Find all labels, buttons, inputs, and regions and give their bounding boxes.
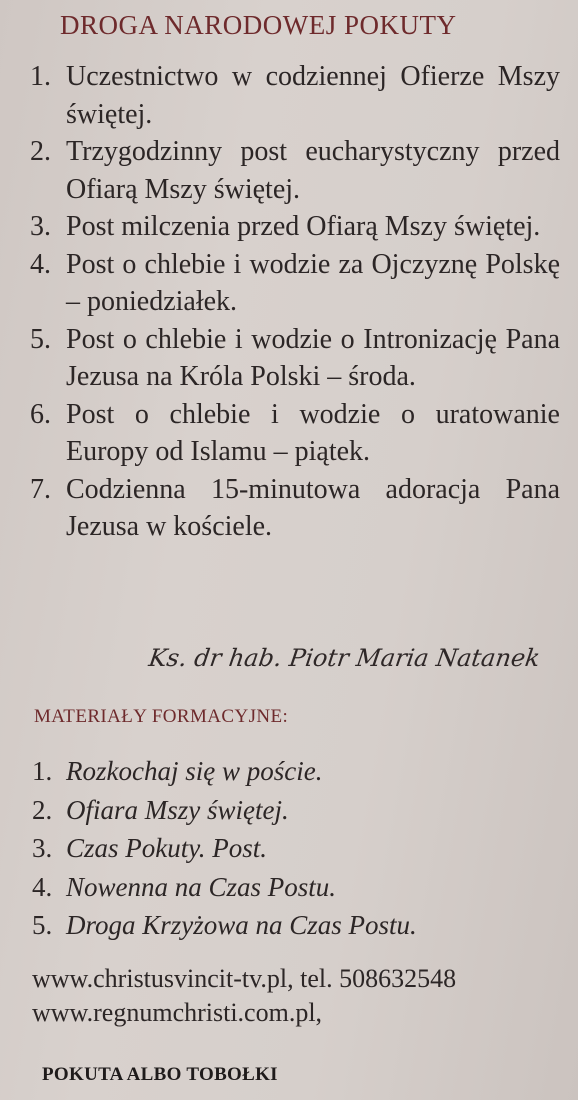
item-text: Trzygodzinny post eucharystyczny przed Ofiarą Mszy świętej.	[66, 136, 560, 205]
contact-line-website-tel: www.christusvincit-tv.pl, tel. 508632548	[32, 964, 457, 993]
item-number: 4.	[30, 248, 51, 280]
item-text: Post o chlebie i wodzie o Intronizację Pana Jezusa na Króla Polski – środa.	[66, 323, 560, 392]
list-item	[30, 58, 560, 133]
item-number: 1.	[30, 61, 51, 92]
author-signature: Ks. dr hab. Piotr Maria Natanek	[147, 644, 542, 672]
list-item	[30, 321, 560, 396]
item-text: Nowenna na Czas Postu.	[66, 871, 337, 902]
item-number: 2.	[30, 136, 51, 167]
item-text: Droga Krzyżowa na Czas Postu.	[66, 910, 417, 940]
item-text: Ofiara Mszy świętej.	[66, 794, 289, 825]
item-text: Uczestnictwo w codziennej Ofierze Mszy świętej.	[66, 61, 560, 130]
item-text: Rozkochaj się w poście.	[66, 756, 323, 786]
list-item	[30, 471, 560, 546]
item-number: 3.	[30, 211, 51, 242]
list-item	[30, 396, 560, 471]
item-number: 7.	[30, 473, 51, 505]
item-text: Post o chlebie i wodzie o uratowanie Europy od Islamu – piątek.	[66, 398, 560, 467]
contact-info	[32, 962, 456, 1030]
footer-title: POKUTA ALBO TOBOŁKI	[42, 1064, 278, 1085]
item-number: 6.	[30, 398, 51, 430]
item-number: 3.	[32, 833, 53, 863]
item-text: Czas Pokuty. Post.	[66, 833, 267, 863]
list-item	[32, 791, 552, 830]
item-text: Post milczenia przed Ofiarą Mszy świętej.	[66, 211, 541, 242]
list-item	[32, 906, 552, 945]
list-item	[32, 829, 552, 868]
list-item	[32, 752, 552, 791]
item-text: Post o chlebie i wodzie za Ojczyznę Polskę – poniedziałek.	[66, 248, 560, 317]
item-number: 1.	[32, 756, 53, 786]
item-number: 5.	[32, 910, 53, 940]
item-number: 5.	[30, 323, 51, 355]
list-item	[30, 246, 560, 321]
list-item	[32, 868, 552, 907]
materials-list	[32, 752, 552, 945]
list-item	[30, 133, 560, 208]
rules-list	[30, 58, 560, 546]
item-number: 4.	[32, 871, 53, 902]
item-number: 2.	[32, 794, 53, 825]
contact-line-website: www.regnumchristi.com.pl,	[32, 998, 323, 1027]
list-item	[30, 208, 560, 246]
item-text: Codzienna 15-minutowa adoracja Pana Jezusa w kościele.	[66, 473, 560, 542]
page-title: DROGA NARODOWEJ POKUTY	[60, 10, 457, 40]
materials-heading: MATERIAŁY FORMACYJNE:	[34, 706, 289, 727]
